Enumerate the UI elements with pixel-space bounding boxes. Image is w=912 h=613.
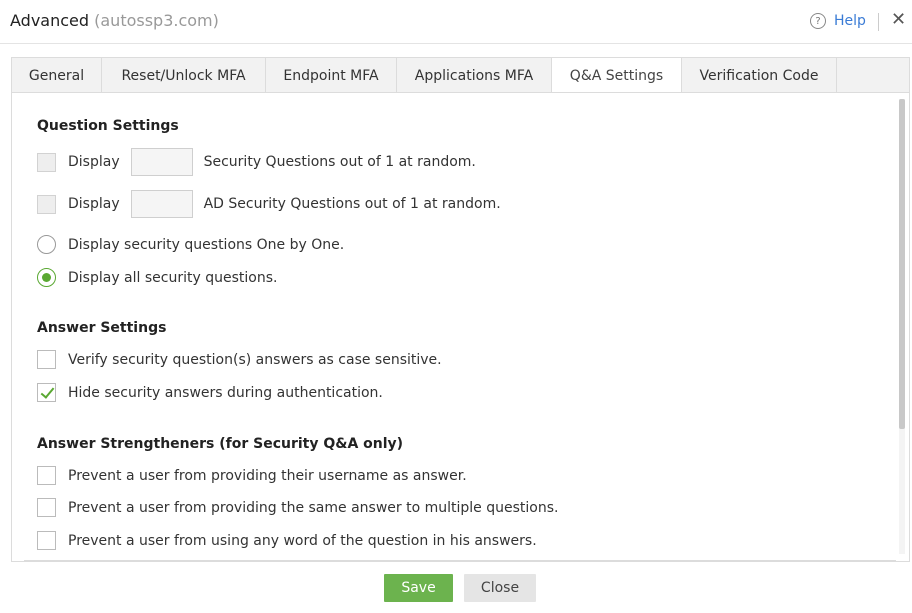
radio-display-all[interactable] bbox=[37, 268, 56, 287]
display-ad-security-questions-row bbox=[37, 190, 501, 218]
dialog-title-bar bbox=[0, 0, 912, 44]
display-security-questions-checkbox[interactable] bbox=[37, 153, 56, 172]
ad-security-questions-suffix: AD Security Questions out of 1 at random. bbox=[203, 196, 501, 212]
panel-divider bbox=[24, 560, 896, 561]
answer-strengtheners-heading: Answer Strengtheners (for Security Q&A only) bbox=[37, 436, 404, 452]
display-label: Display bbox=[68, 196, 120, 212]
scrollbar-thumb[interactable] bbox=[899, 99, 905, 429]
ad-security-questions-count-input[interactable] bbox=[131, 190, 193, 218]
radio-display-all-label: Display all security questions. bbox=[68, 269, 278, 286]
display-label: Display bbox=[68, 154, 120, 170]
case-sensitive-checkbox[interactable] bbox=[37, 350, 56, 369]
case-sensitive-row[interactable] bbox=[37, 350, 442, 369]
title-divider bbox=[878, 13, 879, 31]
dialog-title-text: Advanced bbox=[10, 11, 90, 30]
close-icon[interactable]: ✕ bbox=[891, 9, 907, 30]
tab-bar bbox=[11, 57, 910, 93]
help-icon: ? bbox=[810, 13, 826, 29]
dialog-title bbox=[10, 11, 219, 30]
prevent-same-answer-label: Prevent a user from providing the same answer to multiple questions. bbox=[68, 499, 559, 516]
case-sensitive-label: Verify security question(s) answers as case sensitive. bbox=[68, 351, 442, 368]
display-security-questions-row bbox=[37, 148, 476, 176]
prevent-question-words-label: Prevent a user from using any word of the question in his answers. bbox=[68, 532, 537, 549]
qa-settings-panel bbox=[11, 92, 910, 562]
prevent-question-words-checkbox[interactable] bbox=[37, 531, 56, 550]
prevent-username-answer-checkbox[interactable] bbox=[37, 466, 56, 485]
save-button[interactable]: Save bbox=[384, 574, 453, 602]
tab-applications-mfa[interactable]: Applications MFA bbox=[397, 58, 552, 93]
tab-endpoint-mfa[interactable]: Endpoint MFA bbox=[266, 58, 397, 93]
tab-general[interactable]: General bbox=[12, 58, 102, 93]
strengthener-row[interactable] bbox=[37, 498, 558, 517]
radio-one-by-one-row[interactable] bbox=[37, 235, 344, 254]
hide-answers-checkbox[interactable] bbox=[37, 383, 56, 402]
security-questions-count-input[interactable] bbox=[131, 148, 193, 176]
prevent-same-answer-checkbox[interactable] bbox=[37, 498, 56, 517]
hide-answers-row[interactable] bbox=[37, 383, 383, 402]
tab-qa-settings[interactable]: Q&A Settings bbox=[552, 58, 682, 94]
answer-settings-heading: Answer Settings bbox=[37, 320, 167, 336]
help-link[interactable] bbox=[810, 12, 866, 30]
strengthener-row[interactable] bbox=[37, 466, 467, 485]
security-questions-suffix: Security Questions out of 1 at random. bbox=[203, 154, 476, 170]
hide-answers-label: Hide security answers during authentication. bbox=[68, 384, 383, 401]
tab-reset-unlock-mfa[interactable]: Reset/Unlock MFA bbox=[102, 58, 266, 93]
radio-one-by-one[interactable] bbox=[37, 235, 56, 254]
dialog-subtitle: (autossp3.com) bbox=[94, 11, 219, 30]
prevent-username-answer-label: Prevent a user from providing their username as answer. bbox=[68, 467, 467, 484]
strengthener-row[interactable] bbox=[37, 531, 537, 550]
question-settings-heading: Question Settings bbox=[37, 118, 179, 134]
help-label: Help bbox=[834, 13, 866, 29]
display-ad-security-questions-checkbox[interactable] bbox=[37, 195, 56, 214]
close-button[interactable]: Close bbox=[464, 574, 536, 602]
radio-display-all-row[interactable] bbox=[37, 268, 277, 287]
radio-one-by-one-label: Display security questions One by One. bbox=[68, 236, 345, 253]
tab-verification-code[interactable]: Verification Code bbox=[682, 58, 837, 93]
